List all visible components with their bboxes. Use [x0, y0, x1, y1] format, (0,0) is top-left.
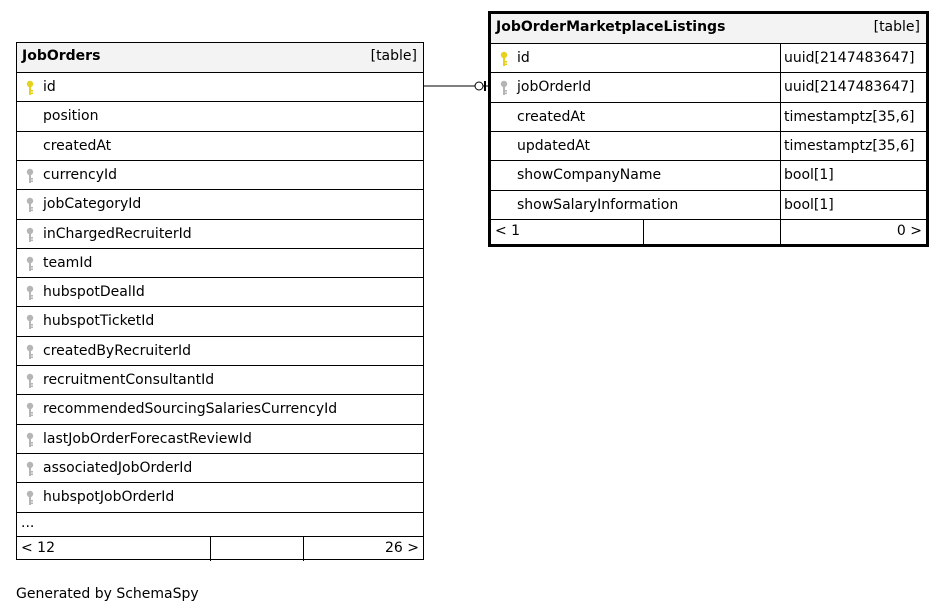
column-row[interactable]	[17, 306, 423, 336]
column-name: jobCategoryId	[43, 196, 142, 213]
generated-by-text: Generated by SchemaSpy	[16, 586, 199, 602]
column-type: timestamptz[35,6]	[784, 108, 915, 125]
column-name: createdAt	[43, 137, 112, 154]
foreign-key-icon	[25, 314, 37, 330]
column-type: timestamptz[35,6]	[784, 137, 915, 154]
column-name: lastJobOrderForecastReviewId	[43, 430, 252, 447]
ellipsis-text: ...	[21, 514, 35, 531]
children-count[interactable]: 26 >	[385, 539, 419, 556]
foreign-key-icon	[25, 402, 37, 418]
parents-count[interactable]: < 1	[495, 222, 521, 239]
column-row[interactable]	[491, 190, 926, 220]
column-name: inChargedRecruiterId	[43, 225, 192, 242]
column-row[interactable]	[491, 102, 926, 132]
column-name: hubspotTicketId	[43, 313, 155, 330]
cell-divider	[780, 132, 781, 161]
foreign-key-icon	[25, 432, 37, 448]
column-name: currencyId	[43, 166, 118, 183]
footer-divider	[780, 220, 781, 244]
column-row[interactable]	[17, 131, 423, 161]
table-name: JobOrders	[22, 48, 101, 64]
column-name: associatedJobOrderId	[43, 459, 193, 476]
column-type: bool[1]	[784, 196, 834, 213]
table-kind: [table]	[873, 19, 920, 35]
table-kind: [table]	[370, 48, 417, 64]
column-row[interactable]	[491, 131, 926, 161]
column-type: uuid[2147483647]	[784, 50, 915, 66]
column-name: createdByRecruiterId	[43, 342, 192, 359]
column-row[interactable]	[17, 72, 423, 102]
column-name: teamId	[43, 254, 93, 271]
table-joborders[interactable]	[16, 42, 424, 560]
cell-divider	[780, 44, 781, 73]
column-row[interactable]	[17, 365, 423, 395]
column-row[interactable]	[491, 72, 926, 102]
foreign-key-icon	[25, 344, 37, 360]
foreign-key-icon	[499, 80, 511, 96]
footer-divider	[303, 537, 304, 561]
table-joborder-marketplace-listings[interactable]	[488, 11, 929, 247]
cell-divider	[780, 73, 781, 102]
foreign-key-icon	[25, 256, 37, 272]
column-name: createdAt	[517, 108, 586, 125]
column-row[interactable]	[491, 160, 926, 190]
column-name: hubspotDealId	[43, 284, 145, 301]
footer-divider	[643, 220, 644, 244]
foreign-key-icon	[25, 490, 37, 506]
table-footer	[17, 536, 423, 561]
foreign-key-icon	[25, 461, 37, 477]
foreign-key-icon	[25, 168, 37, 184]
column-type: uuid[2147483647]	[784, 79, 915, 96]
footer-divider	[210, 537, 211, 561]
column-name: recommendedSourcingSalariesCurrencyId	[43, 401, 338, 418]
table-header	[17, 43, 423, 72]
column-row[interactable]	[491, 43, 926, 73]
cell-divider	[780, 103, 781, 132]
column-name: recruitmentConsultantId	[43, 372, 215, 388]
column-row[interactable]	[17, 424, 423, 454]
column-row[interactable]	[17, 248, 423, 278]
column-row[interactable]	[17, 482, 423, 512]
foreign-key-icon	[25, 373, 37, 389]
column-row[interactable]	[17, 160, 423, 190]
cell-divider	[780, 191, 781, 220]
column-name: showSalaryInformation	[517, 196, 679, 213]
column-name: position	[43, 108, 99, 125]
column-name: updatedAt	[517, 137, 591, 154]
column-type: bool[1]	[784, 167, 834, 184]
children-count[interactable]: 0 >	[896, 222, 922, 239]
column-row[interactable]	[17, 453, 423, 483]
column-name: hubspotJobOrderId	[43, 489, 175, 506]
column-name: jobOrderId	[517, 79, 592, 96]
foreign-key-icon	[25, 227, 37, 243]
column-row[interactable]	[17, 219, 423, 249]
parents-count[interactable]: < 12	[21, 539, 55, 556]
column-row[interactable]	[17, 277, 423, 307]
cell-divider	[780, 161, 781, 190]
table-name: JobOrderMarketplaceListings	[496, 19, 726, 35]
primary-key-icon	[499, 51, 511, 67]
primary-key-icon	[25, 80, 37, 96]
table-header	[491, 14, 926, 43]
column-row[interactable]	[17, 189, 423, 219]
column-name: id	[517, 50, 530, 66]
foreign-key-icon	[25, 197, 37, 213]
column-row[interactable]	[17, 394, 423, 424]
foreign-key-icon	[25, 285, 37, 301]
table-footer	[491, 219, 926, 244]
column-row[interactable]	[17, 336, 423, 366]
column-row[interactable]	[17, 101, 423, 131]
column-name: showCompanyName	[517, 167, 662, 184]
column-name: id	[43, 79, 56, 95]
